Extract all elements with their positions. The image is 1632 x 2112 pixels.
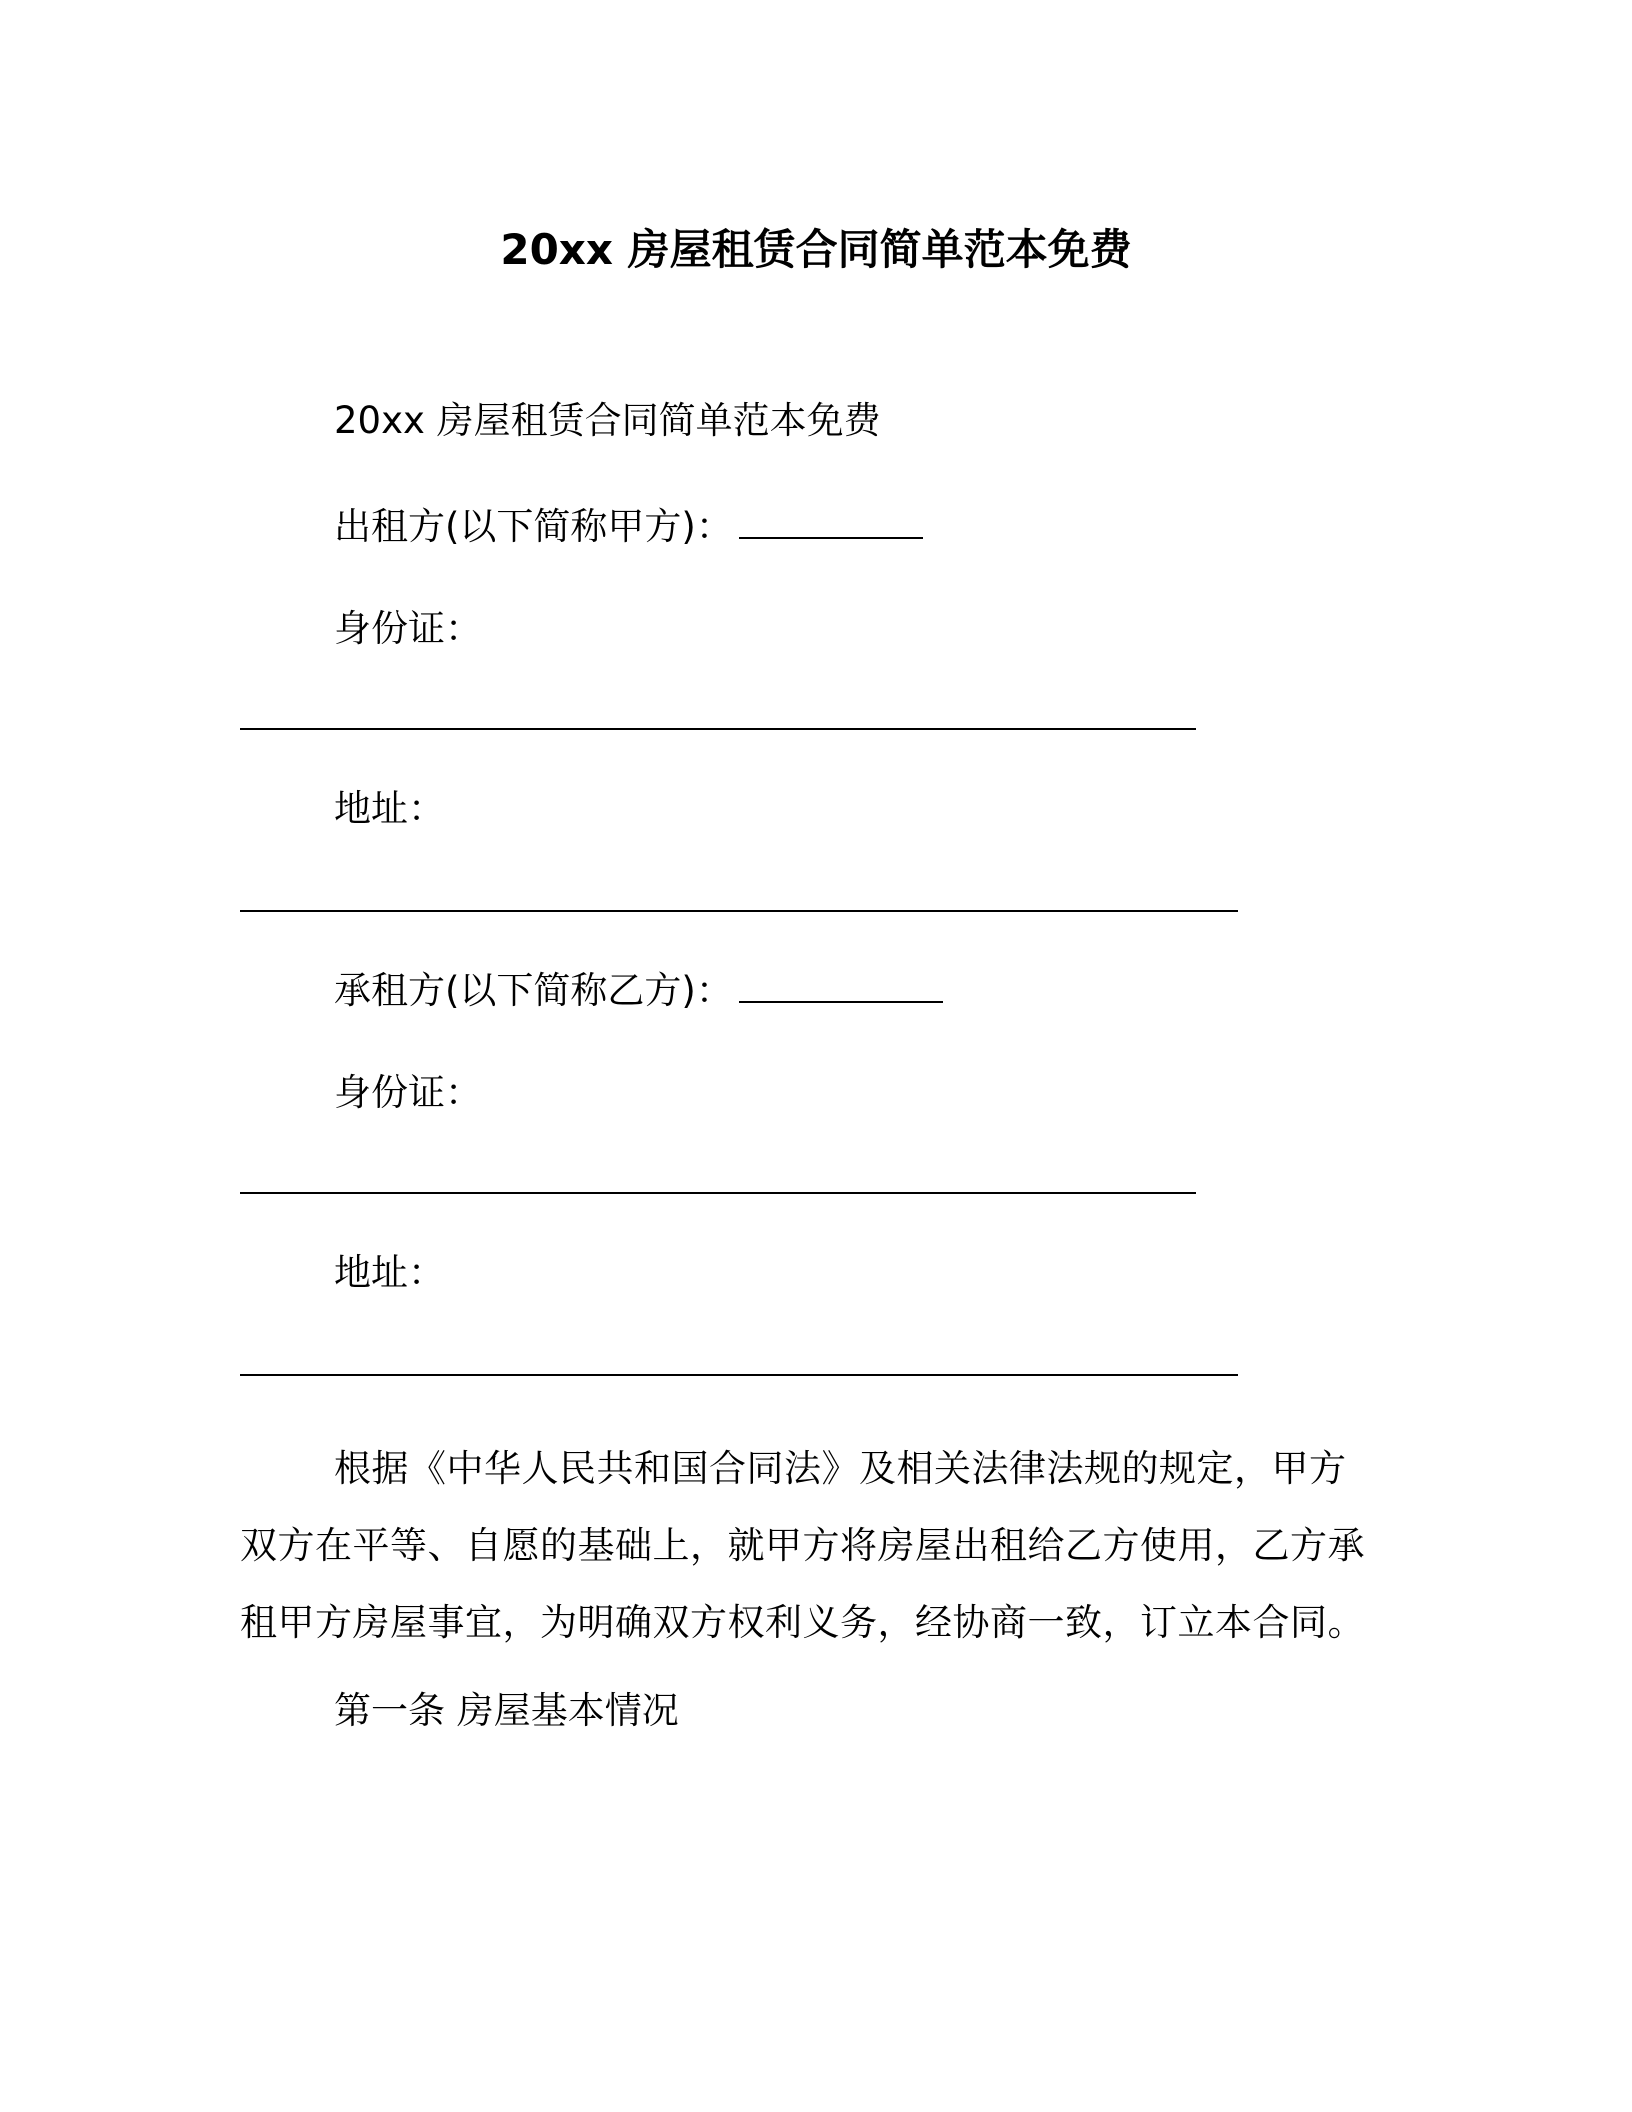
lessee-address-blank [240, 1374, 1238, 1376]
lessor-id-label: 身份证： [334, 607, 482, 650]
article-1-heading: 第一条 房屋基本情况 [334, 1689, 679, 1732]
lessor-name-blank [739, 537, 923, 539]
lessee-address-label: 地址： [334, 1251, 445, 1294]
preamble-paragraph: 根据《中华人民共和国合同法》及相关法律法规的规定，甲方双方在平等、自愿的基础上，就甲方将房屋出租给乙方使用，乙方承租甲方房屋事宜，为明确双方权利义务，经协商一致，订立本合同。 [240, 1447, 1365, 1644]
lessee-line [334, 966, 943, 1016]
lessee-label: 承租方(以下简称乙方)： [334, 969, 733, 1012]
lessor-label: 出租方(以下简称甲方)： [334, 505, 733, 548]
subtitle: 20xx 房屋租赁合同简单范本免费 [334, 399, 881, 442]
lessor-line [334, 502, 923, 552]
lessee-id-blank [240, 1192, 1196, 1194]
document-title: 20xx 房屋租赁合同简单范本免费 [500, 225, 1132, 274]
lessor-address-blank [240, 910, 1238, 912]
lessee-id-label: 身份证： [334, 1071, 482, 1114]
lessor-address-label: 地址： [334, 787, 445, 830]
lessee-name-blank [739, 1001, 943, 1003]
lessor-id-blank [240, 728, 1196, 730]
